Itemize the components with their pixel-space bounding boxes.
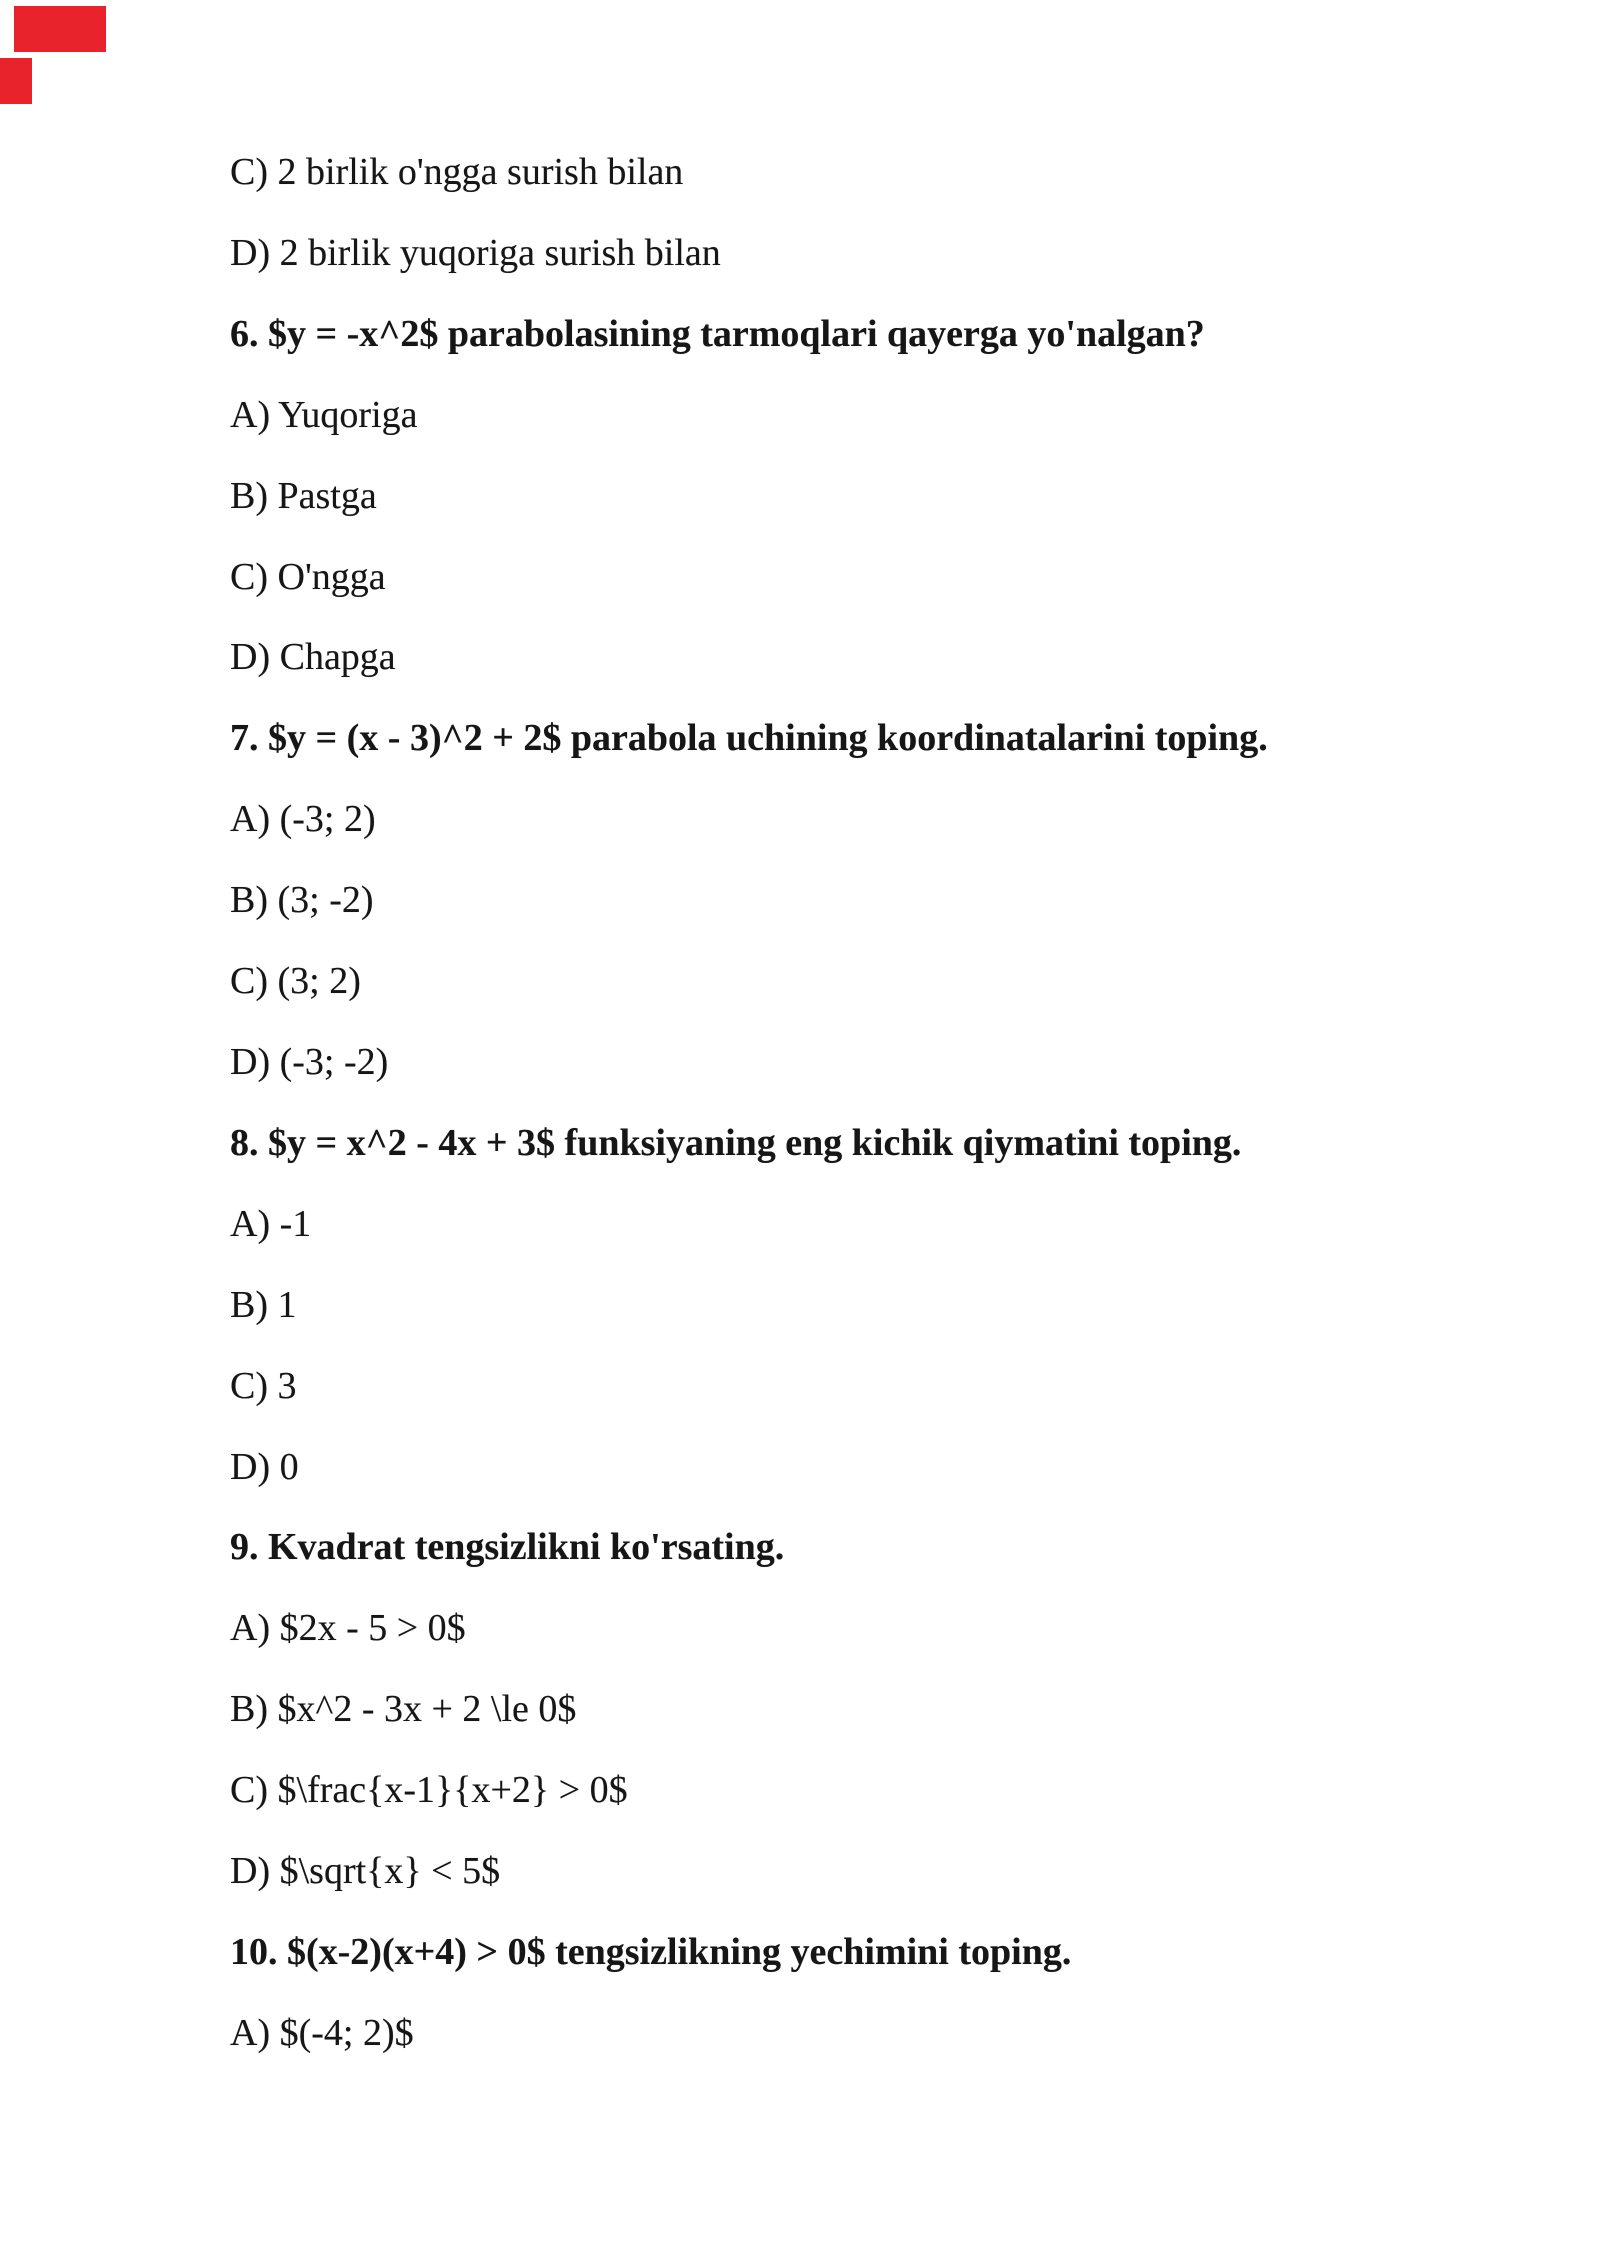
red-corner-mark-side <box>0 58 32 104</box>
q6-option-a: A) Yuqoriga <box>230 393 418 436</box>
q7-question: 7. $y = (x - 3)^2 + 2$ parabola uchining koordinatalarini toping. <box>230 717 1268 760</box>
q9-option-d: D) $\sqrt{x} < 5$ <box>230 1850 501 1893</box>
quiz-text-block <box>230 132 1450 2074</box>
q5-option-d: D) 2 birlik yuqoriga surish bilan <box>230 231 721 274</box>
q8-option-b: B) 1 <box>230 1283 297 1326</box>
q9-option-c: C) $\frac{x-1}{x+2} > 0$ <box>230 1769 628 1812</box>
q8-option-d: D) 0 <box>230 1445 299 1488</box>
q7-option-c: C) (3; 2) <box>230 960 361 1003</box>
q6-option-d: D) Chapga <box>230 636 396 679</box>
q7-option-a: A) (-3; 2) <box>230 798 376 841</box>
q9-option-a: A) $2x - 5 > 0$ <box>230 1607 466 1650</box>
q8-option-c: C) 3 <box>230 1364 297 1407</box>
q7-option-b: B) (3; -2) <box>230 879 374 922</box>
q6-option-b: B) Pastga <box>230 474 377 517</box>
q8-question: 8. $y = x^2 - 4x + 3$ funksiyaning eng kichik qiymatini toping. <box>230 1121 1242 1164</box>
q9-question: 9. Kvadrat tengsizlikni ko'rsating. <box>230 1526 785 1569</box>
q6-question: 6. $y = -x^2$ parabolasining tarmoqlari qayerga yo'nalgan? <box>230 312 1205 355</box>
q10-question: 10. $(x-2)(x+4) > 0$ tengsizlikning yechimini toping. <box>230 1930 1072 1973</box>
q8-option-a: A) -1 <box>230 1202 312 1245</box>
q10-option-a: A) $(-4; 2)$ <box>230 2011 414 2054</box>
q7-option-d: D) (-3; -2) <box>230 1040 389 1083</box>
q5-option-c: C) 2 birlik o'ngga surish bilan <box>230 151 684 193</box>
red-corner-mark-top <box>14 6 106 52</box>
q9-option-b: B) $x^2 - 3x + 2 \le 0$ <box>230 1688 577 1731</box>
q6-option-c: C) O'ngga <box>230 555 386 598</box>
